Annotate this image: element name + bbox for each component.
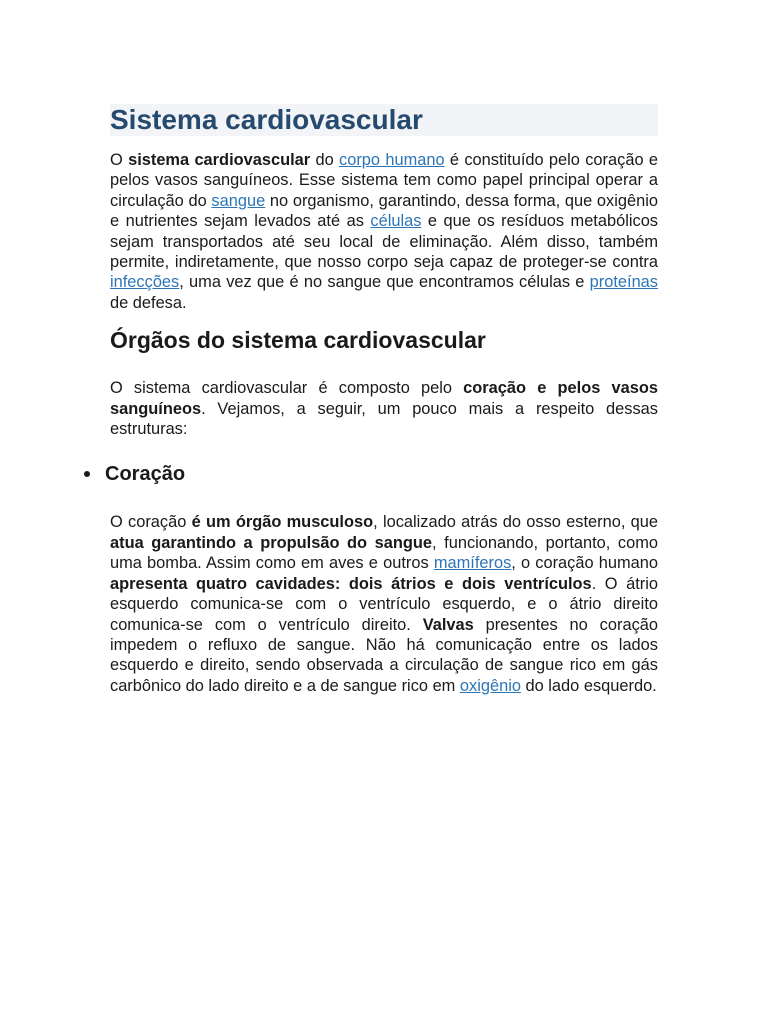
link-sangue[interactable]: sangue xyxy=(211,191,266,210)
heart-bold-term: é um órgão musculoso xyxy=(191,513,374,532)
intro-text: O xyxy=(110,151,129,169)
heart-text: , o coração humano xyxy=(511,554,659,573)
heart-text: . O átrio esquerdo comunica-se com o ventrículo esquerdo, e o átrio direito comunica-se com o ventrículo direito. xyxy=(110,574,659,634)
intro-text: do xyxy=(310,151,340,169)
title-bar xyxy=(110,104,658,136)
heart-paragraph xyxy=(110,512,658,696)
heart-bold-term: Valvas xyxy=(422,615,474,634)
intro-text: e que os resíduos metabólicos sejam transportados até seu local de eliminação. Além disso, também permite, indiretamente, que nosso corpo seja capaz de proteger-se contra xyxy=(110,212,658,272)
link-mamiferos[interactable]: mamíferos xyxy=(433,554,512,573)
link-celulas[interactable]: células xyxy=(370,212,422,231)
bullet-heading: Coração xyxy=(105,463,186,486)
heart-text: , funcionando, portanto, como uma bomba. Assim como em aves e outros xyxy=(110,533,658,573)
bullet-item-coracao xyxy=(105,459,658,489)
intro-text: de defesa. xyxy=(110,293,187,312)
heart-bold-term: apresenta quatro cavidades: dois átrios e dois ventrículos xyxy=(110,574,592,593)
link-oxigenio[interactable]: oxigênio xyxy=(459,676,521,695)
intro-paragraph xyxy=(110,150,658,313)
intro-text: no organismo, garantindo, dessa forma, que oxigênio e nutrientes sejam levados até as xyxy=(110,191,658,231)
page-title: Sistema cardiovascular xyxy=(110,104,423,135)
heart-text: O coração xyxy=(110,513,192,532)
heart-text: presentes no coração impedem o refluxo de sangue. Não há comunicação entre os lados esquerdo e direito, sendo observada a circulação de sangue rico em gás carbônico do lado direito e a de sangue rico em xyxy=(110,615,658,695)
link-infeccoes[interactable]: infecções xyxy=(110,273,180,292)
section-bold-term: coração e pelos vasos sanguíneos xyxy=(110,379,658,418)
document-page xyxy=(105,104,659,696)
intro-bold-term: sistema cardiovascular xyxy=(128,151,311,169)
link-corpo-humano[interactable]: corpo humano xyxy=(339,151,445,169)
section-paragraph xyxy=(110,378,658,439)
intro-text: é constituído pelo coração e pelos vasos sanguíneos. Esse sistema tem como papel principal operar a circulação do xyxy=(110,151,658,210)
heart-text: , localizado atrás do osso esterno, que xyxy=(373,513,659,532)
section-text: O sistema cardiovascular é composto pelo xyxy=(110,379,464,398)
heart-text: do lado esquerdo. xyxy=(520,676,657,695)
bullet-icon xyxy=(84,471,90,477)
link-proteinas[interactable]: proteínas xyxy=(589,273,658,292)
section-heading: Órgãos do sistema cardiovascular xyxy=(110,327,486,354)
section-text: . Vejamos, a seguir, um pouco mais a respeito dessas estruturas: xyxy=(110,399,658,439)
intro-text: , uma vez que é no sangue que encontramos células e xyxy=(179,273,590,292)
heart-bold-term: atua garantindo a propulsão do sangue xyxy=(110,533,433,552)
